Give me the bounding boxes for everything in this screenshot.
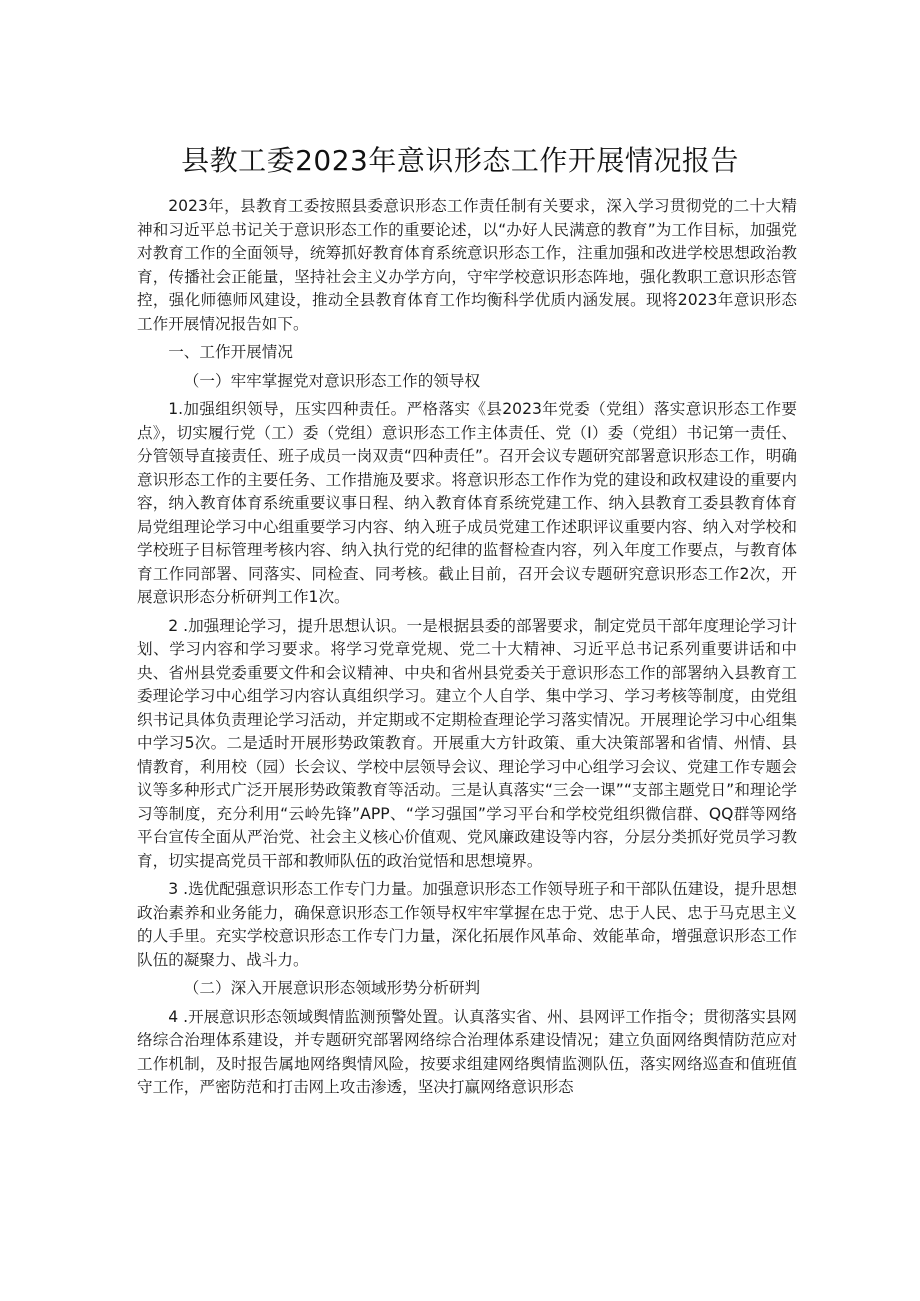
paragraph-item-2: 2 .加强理论学习，提升思想认识。一是根据县委的部署要求，制定党员干部年度理论学习计划、学习内容和学习要求。将学习党章党规、党二十大精神、习近平总书记系列重要讲话和中央、省州县党委重要文件和会议精神、中央和省州县党委关于意识形态工作的部署纳入县教育工委理论学习中心组学习内容认真组织学习。建立个人自学、集中学习、学习考核等制度，由党组织书记具体负责理论学习活动，并定期或不定期检查理论学习落实情况。开展理论学习中心组集中学习5次。二是适时开展形势政策教育。开展重大方针政策、重大决策部署和省情、州情、县情教育，利用校（园）长会议、学校中层领导会议、理论学习中心组学习会议、党建工作专题会议等多种形式广泛开展形势政策教育等活动。三是认真落实“三会一课”“支部主题党日”和理论学习等制度，充分利用“云岭先锋”APP、“学习强国”学习平台和学校党组织微信群、QQ群等网络平台宣传全面从严治党、社会主义核心价值观、党风廉政建设等内容，分层分类抓好党员学习教育，切实提高党员干部和教师队伍的政治觉悟和思想境界。	[137, 616, 797, 870]
paragraph-item-4: 4 .开展意识形态领域舆情监测预警处置。认真落实省、州、县网评工作指令；贯彻落实县网络综合治理体系建设，并专题研究部署网络综合治理体系建设情况；建立负面网络舆情防范应对工作机制，及时报告属地网络舆情风险，按要求组建网络舆情监测队伍，落实网络巡查和值班值守工作，严密防范和打击网上攻击渗透，坚决打赢网络意识形态	[137, 1007, 797, 1096]
paragraph-item-3: 3 .选优配强意识形态工作专门力量。加强意识形态工作领导班子和干部队伍建设，提升思想政治素养和业务能力，确保意识形态工作领导权牢牢掌握在忠于党、忠于人民、忠于马克思主义的人手里。充实学校意识形态工作专门力量，深化拓展作风革命、效能革命，增强意识形态工作队伍的凝聚力、战斗力。	[137, 880, 797, 969]
subsection-heading-2: （二）深入开展意识形态领域形势分析研判	[183, 979, 481, 997]
document-title: 县教工委2023年意识形态工作开展情况报告	[181, 144, 739, 177]
section-heading-1: 一、工作开展情况	[168, 343, 293, 361]
intro-paragraph: 2023年，县教育工委按照县委意识形态工作责任制有关要求，深入学习贯彻党的二十大精神和习近平总书记关于意识形态工作的重要论述，以“办好人民满意的教育”为工作目标，加强党对教育工作的全面领导，统筹抓好教育体育系统意识形态工作，注重加强和改进学校思想政治教育，传播社会正能量，坚持社会主义办学方向，守牢学校意识形态阵地，强化教职工意识形态管控，强化师德师风建设，推动全县教育体育工作均衡科学优质内涵发展。现将2023年意识形态工作开展情况报告如下。	[137, 197, 797, 333]
subsection-heading-1: （一）牢牢掌握党对意识形态工作的领导权	[183, 371, 481, 390]
paragraph-item-1: 1.加强组织领导，压实四种责任。严格落实《县2023年党委（党组）落实意识形态工作要点》，切实履行党（工）委（党组）意识形态工作主体责任、党（I）委（党组）书记第一责任、分管领导直接责任、班子成员一岗双责“四种责任”。召开会议专题研究部署意识形态工作，明确意识形态工作的主要任务、工作措施及要求。将意识形态工作作为党的建设和政权建设的重要内容，纳入教育体育系统重要议事日程、纳入教育体育系统党建工作、纳入县教育工委县教育体育局党组理论学习中心组重要学习内容、纳入班子成员党建工作述职评议重要内容、纳入对学校和学校班子目标管理考核内容、纳入执行党的纪律的监督检查内容，列入年度工作要点，与教育体育工作同部署、同落实、同检查、同考核。截止目前，召开会议专题研究意识形态工作2次，开展意识形态分析研判工作1次。	[137, 400, 797, 606]
document-body	[137, 195, 797, 1100]
